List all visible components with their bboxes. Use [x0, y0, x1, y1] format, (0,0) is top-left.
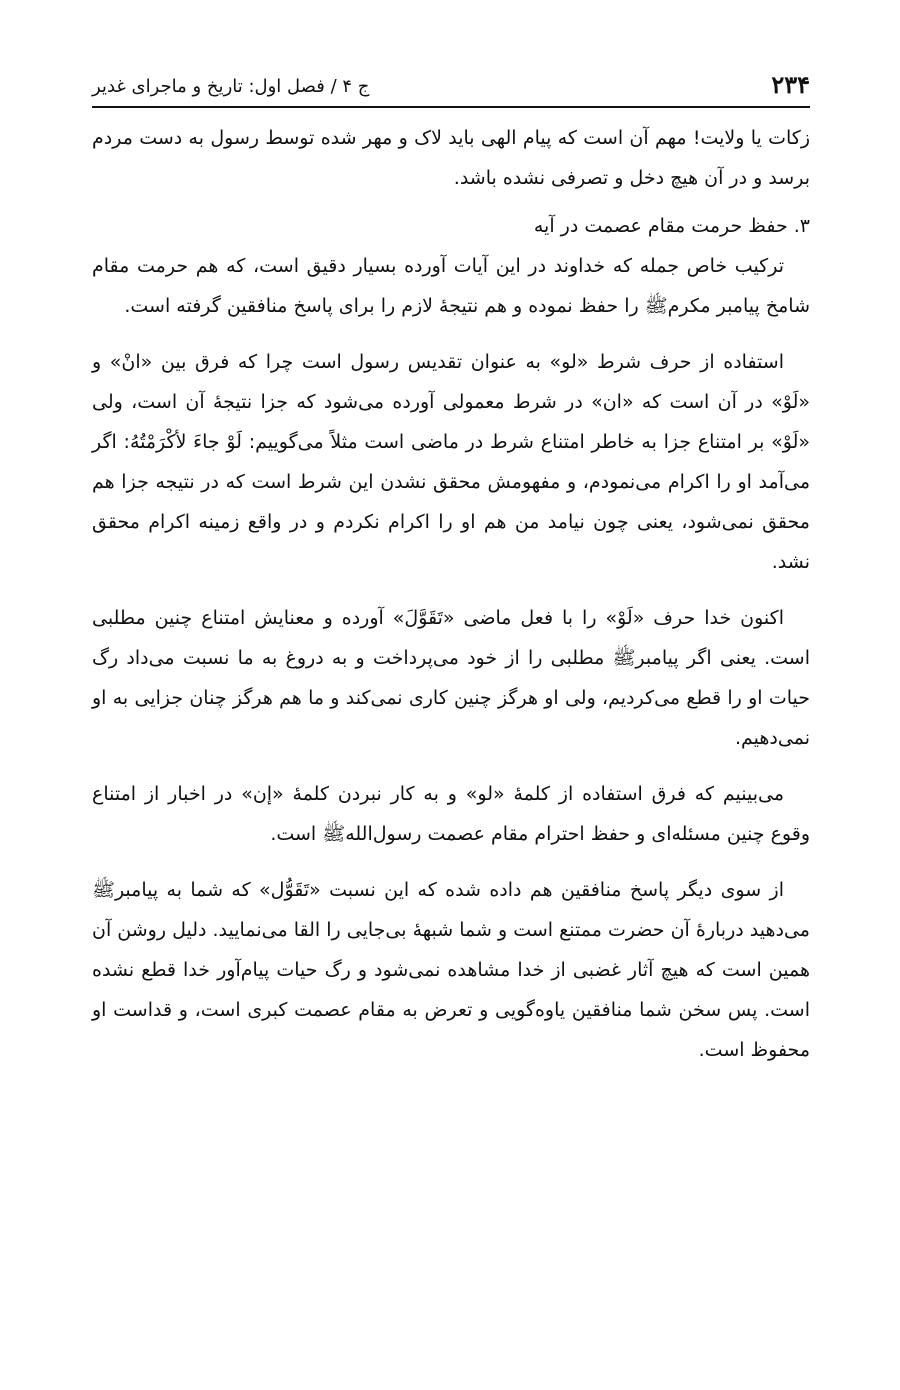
running-head: ج ۴ / فصل اول: تاریخ و ماجرای غدیر	[92, 76, 370, 97]
section-heading: ۳. حفظ حرمت مقام عصمت در آیه	[533, 215, 810, 237]
paragraph-2: ترکیب خاص جمله که خداوند در این آیات آورده بسیار دقیق است، که هم حرمت مقام شامخ پیامبر مکرمﷺ را حفظ نموده و هم نتیجهٔ لازم را برای پاسخ منافقین گرفته است.	[92, 255, 810, 317]
page-body	[92, 118, 810, 1070]
paragraph-5: می‌بینیم که فرق استفاده از کلمهٔ «لو» و به کار نبردن کلمهٔ «إن» در اخبار از امتناع وقوع چنین مسئله‌ای و حفظ احترام مقام عصمت رسول‌اللهﷺ است.	[92, 783, 810, 845]
paragraph-4: اکنون خدا حرف «لَوْ» را با فعل ماضی «تَقَوَّلَ» آورده و معنایش امتناع چنین مطلبی است. یعنی اگر پیامبرﷺ مطلبی را از خود می‌پرداخت و به دروغ به ما نسبت می‌داد رگ حیات او را قطع می‌کردیم، ولی او هرگز چنین کاری نمی‌کند و ما هم هرگز چنان جزایی به او نمی‌دهیم.	[92, 607, 810, 749]
page-header	[92, 58, 810, 108]
paragraph-1: زکات یا ولایت! مهم آن است که پیام الهی باید لاک و مهر شده توسط رسول به دست مردم برسد و در آن هیچ دخل و تصرفی نشده باشد.	[92, 127, 810, 189]
paragraph-3: استفاده از حرف شرط «لو» به عنوان تقدیس رسول است چرا که فرق بین «انْ» و «لَوْ» در آن است که «ان» در شرط معمولی آورده می‌شود که جزا نتیجهٔ آن است، ولی «لَوْ» بر امتناع جزا به خاطر امتناع شرط در ماضی است مثلاً می‌گوییم: لَوْ جاءَ لأکْرَمْتُهُ: اگر می‌آمد او را اکرام می‌نمودم، و مفهومش محقق نشدن این شرط است که در نتیجه جزا هم محقق نمی‌شود، یعنی چون نیامد من هم او را اکرام نکردم و در واقع زمینه اکرام محقق نشد.	[92, 351, 810, 573]
paragraph-6: از سوی دیگر پاسخ منافقین هم داده شده که این نسبت «تَقَوُّل» که شما به پیامبرﷺ می‌دهید دربارهٔ آن حضرت ممتنع است و شما شبههٔ بی‌جایی را القا می‌نمایید. دلیل روشن آن همین است که هیچ آثار غضبی از خدا مشاهده نمی‌شود و رگ حیات پیام‌آور خدا قطع نشده است. پس سخن شما منافقین یاوه‌گویی و تعرض به مقام عصمت کبری است، و قداست او محفوظ است.	[92, 879, 810, 1061]
book-page	[92, 58, 810, 1070]
page-number: ۲۳۴	[771, 70, 810, 99]
